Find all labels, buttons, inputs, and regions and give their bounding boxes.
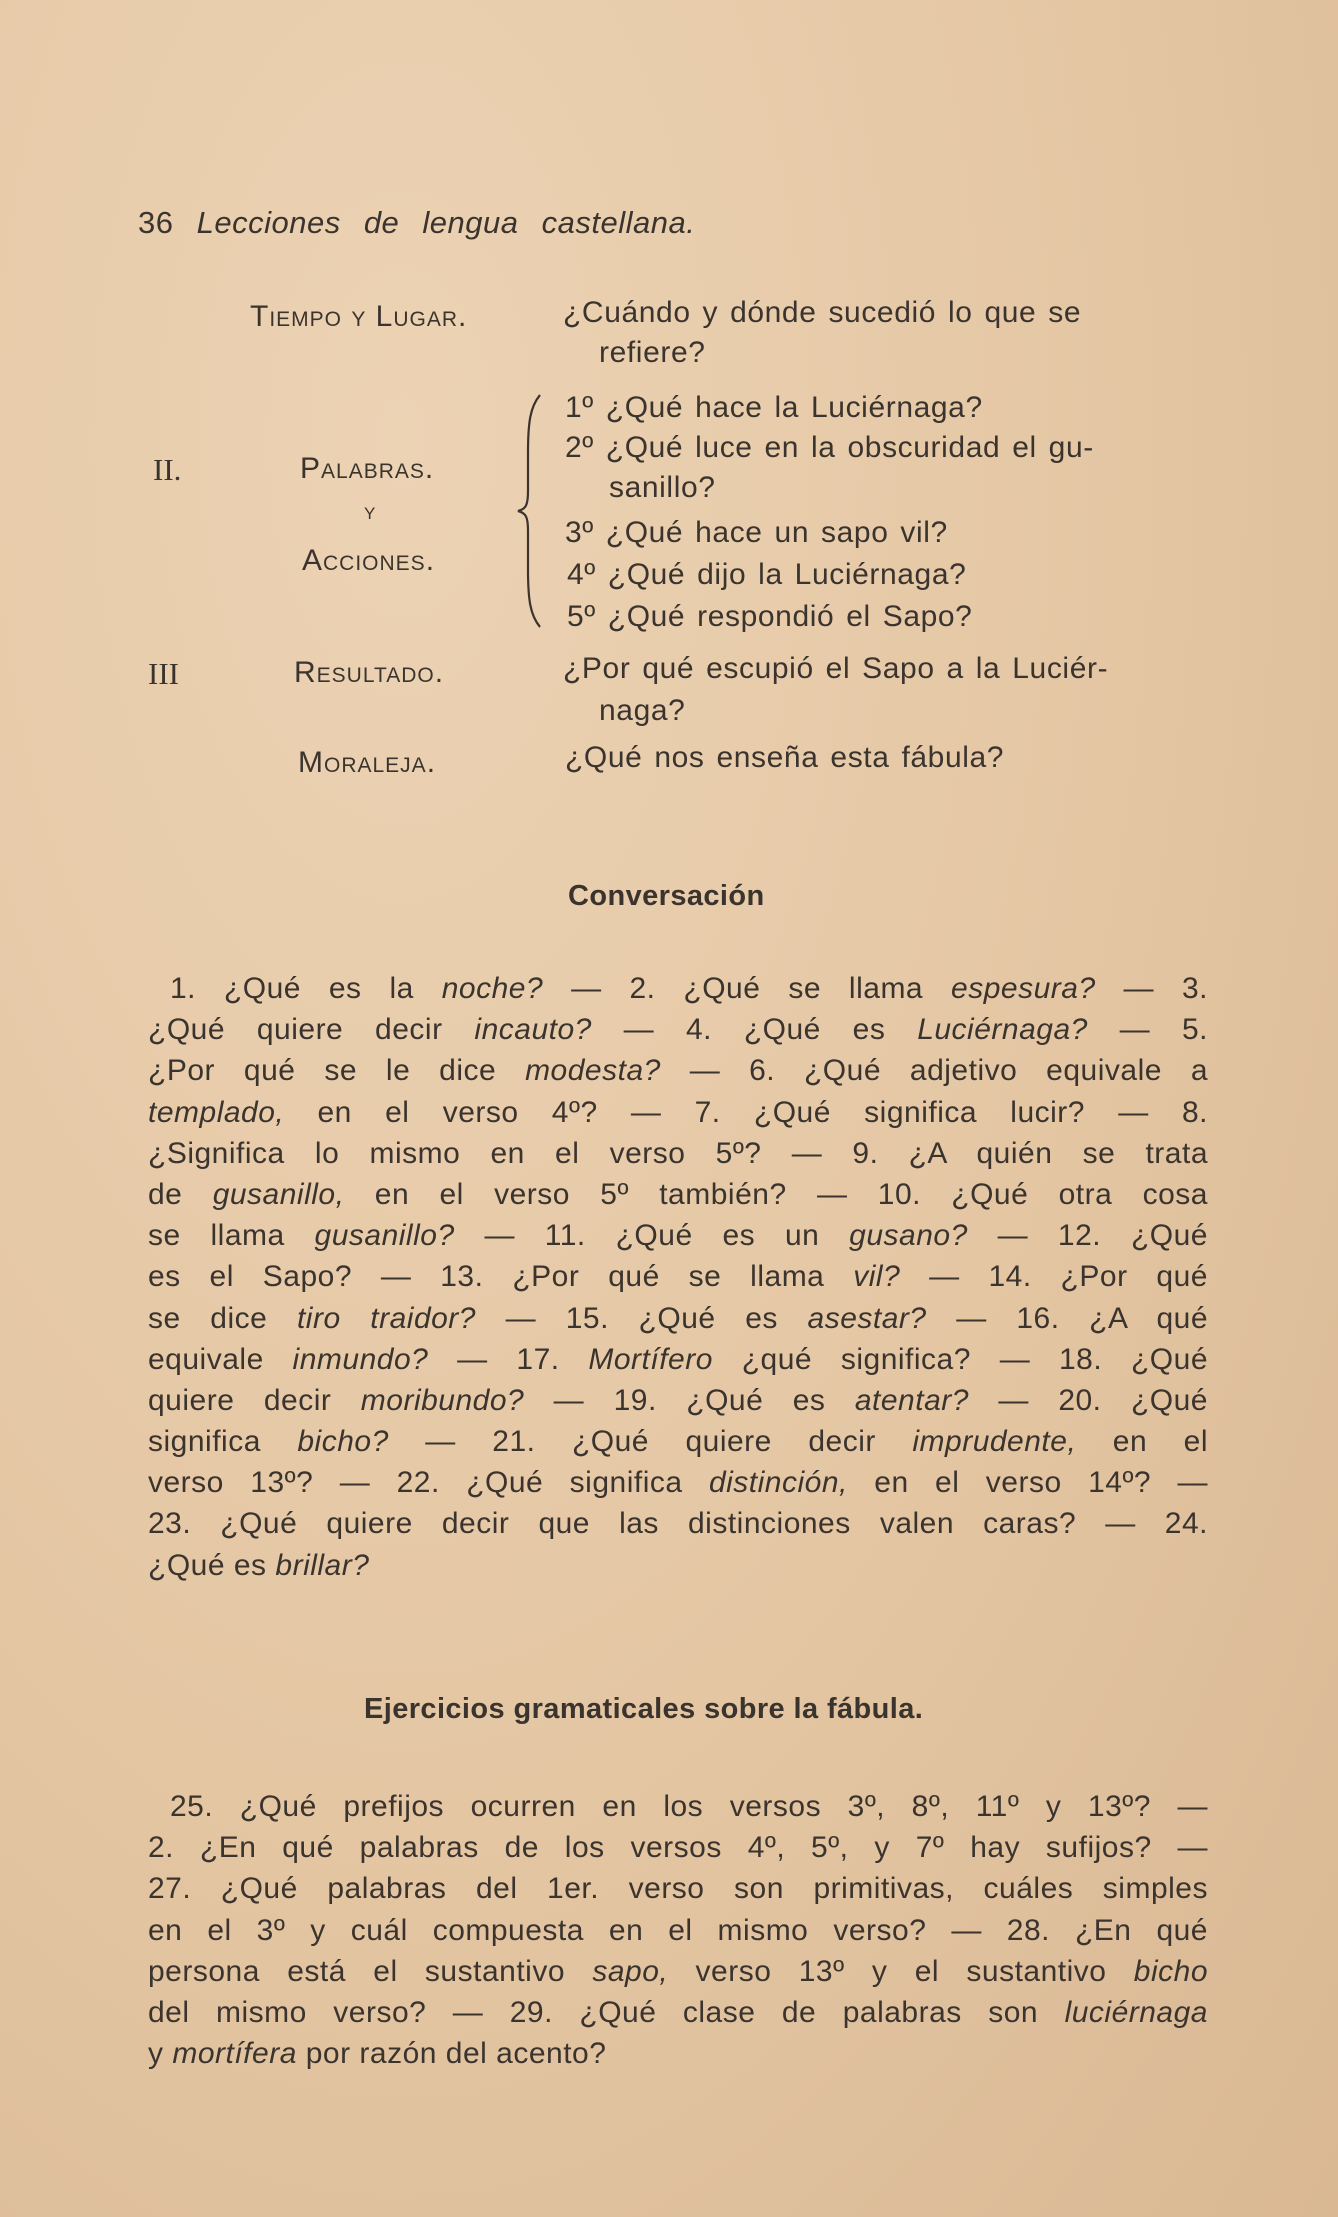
text-segment: y [148,2037,173,2071]
outline-numeral-iii: III [148,656,179,691]
outline-question-ii-4: 4º ¿Qué dijo la Luciérnaga? [567,558,967,591]
outline-question-ii-2b: sanillo? [609,471,716,504]
text-segment: significa [148,1425,298,1459]
text-segment: por razón del acento? [296,2037,607,2071]
text-segment: — 19. ¿Qué es [524,1383,855,1417]
text-segment: ¿Qué es [148,1548,276,1582]
curly-brace [512,393,548,629]
text-segment: — 2. ¿Qué se llama [543,972,952,1005]
paragraph-line [148,1827,1208,1868]
paragraph-line [148,1786,1208,1827]
text-segment: verso 13º y el sustantivo [668,1954,1134,1988]
paragraph-line [148,1298,1208,1339]
paragraph-line [148,1462,1208,1503]
text-segment: se dice [148,1301,297,1335]
paragraph-line [148,1868,1208,1909]
text-segment: ¿Significa lo mismo en el verso 5º? — 9. ¿A quién se trata [148,1136,1208,1170]
section-title-ejercicios: Ejercicios gramaticales sobre la fábula. [364,1693,924,1725]
italic-term: espesura? [951,972,1096,1005]
book-title: Lecciones de lengua castellana. [196,205,696,240]
italic-term: vil? [853,1260,901,1294]
text-segment: ¿Por qué se le dice [148,1054,526,1088]
text-segment: 27. ¿Qué palabras del 1er. verso son primitivas, cuáles simples [148,1872,1208,1906]
text-segment: ¿Qué quiere decir [148,1013,475,1047]
page-header [138,205,695,241]
outline-question-iii-1: ¿Por qué escupió el Sapo a la Luciér- [563,652,1109,685]
text-segment: se llama [148,1219,315,1253]
outline-question-ii-1: 1º ¿Qué hace la Luciérnaga? [565,391,983,424]
italic-term: noche? [441,972,544,1005]
italic-term: luciérnaga [1064,1995,1208,2029]
outline-question-iii-2: naga? [599,694,686,727]
text-segment: 1. ¿Qué es la [170,972,442,1005]
text-segment: persona está el sustantivo [148,1954,593,1988]
text-segment: en el verso 5º también? — 10. ¿Qué otra cosa [344,1177,1208,1211]
italic-term: tiro traidor? [296,1301,476,1335]
text-segment: quiere decir [148,1383,361,1417]
outline-question-ii-2: 2º ¿Qué luce en la obscuridad el gu- [565,431,1094,464]
text-segment: de [148,1177,213,1211]
italic-term: Mortífero [588,1342,713,1376]
italic-term: distinción, [708,1466,848,1500]
paragraph-line [148,1215,1208,1256]
paragraph-line [148,968,1208,1009]
paragraph-line [148,1256,1208,1297]
text-segment: — 6. ¿Qué adjetivo equivale a [660,1054,1209,1088]
italic-term: bicho [1133,1954,1208,1988]
italic-term: inmundo? [292,1342,429,1376]
outline-question-tiempo-2: refiere? [599,336,706,369]
outline-question-ii-3: 3º ¿Qué hace un sapo vil? [565,516,948,549]
outline-question-tiempo-1: ¿Cuándo y dónde sucedió lo que se [563,296,1082,329]
italic-term: atentar? [854,1383,969,1417]
text-segment: — 14. ¿Por qué [900,1260,1208,1294]
text-segment: — 12. ¿Qué [967,1219,1208,1253]
text-segment: — 11. ¿Qué es un [454,1219,850,1253]
paragraph-line [148,1910,1208,1951]
paragraph-line [148,1503,1208,1544]
ejercicios-paragraph [148,1786,1208,2074]
text-segment: en el verso 14º? — [847,1466,1208,1500]
italic-term: Luciérnaga? [917,1013,1088,1047]
text-segment: 25. ¿Qué prefijos ocurren en los versos 3º, 8º, 11º y 13º? — [170,1790,1208,1823]
italic-term: asestar? [807,1301,927,1335]
text-segment: en el [1076,1425,1208,1459]
text-segment: en el 3º y cuál compuesta en el mismo verso? — 28. ¿En qué [148,1913,1208,1947]
text-segment: — 17. [428,1342,589,1376]
italic-term: bicho? [297,1425,389,1459]
conversacion-paragraph [148,968,1208,1586]
paragraph-line [148,1421,1208,1462]
italic-term: mortífera [172,2037,297,2071]
text-segment: — 5. [1087,1013,1208,1047]
italic-term: incauto? [474,1013,592,1047]
text-segment: — 16. ¿A qué [926,1301,1209,1335]
section-title-conversacion: Conversación [568,880,765,912]
text-segment: 23. ¿Qué quiere decir que las distinciones valen caras? — 24. [148,1507,1208,1541]
paragraph-line [148,1545,1208,1586]
italic-term: gusanillo, [212,1177,345,1211]
italic-term: templado, [148,1095,285,1129]
italic-term: imprudente, [912,1425,1077,1459]
outline-question-moraleja: ¿Qué nos enseña esta fábula? [565,741,1005,774]
italic-term: sapo, [592,1954,669,1988]
italic-term: gusano? [849,1219,968,1253]
outline-label-tiempo: Tiempo y Lugar. [250,300,468,333]
outline-label-moraleja: Moraleja. [298,746,437,779]
paragraph-line [148,2033,1208,2074]
text-segment: — 15. ¿Qué es [475,1301,808,1335]
text-segment: — 21. ¿Qué quiere decir [388,1425,913,1459]
text-segment: en el verso 4º? — 7. ¿Qué significa lucir? — 8. [284,1095,1208,1129]
paragraph-line [148,1380,1208,1421]
italic-term: gusanillo? [314,1219,455,1253]
paragraph-line [148,1009,1208,1050]
text-segment: equivale [148,1342,293,1376]
italic-term: moribundo? [360,1383,525,1417]
outline-question-ii-5: 5º ¿Qué respondió el Sapo? [567,600,973,633]
page-number: 36 [138,205,174,240]
outline-label-acciones: Acciones. [302,544,436,577]
paragraph-line [148,1951,1208,1992]
italic-term: brillar? [275,1548,370,1582]
paragraph-line [148,1174,1208,1215]
text-segment: — 3. [1095,972,1208,1005]
italic-term: modesta? [525,1054,661,1088]
outline-label-palabras: Palabras. [300,452,435,485]
paragraph-line [148,1133,1208,1174]
outline-label-y: y [364,498,377,525]
text-segment: — 4. ¿Qué es [591,1013,918,1047]
paragraph-line [148,1050,1208,1091]
text-segment: del mismo verso? — 29. ¿Qué clase de palabras son [148,1995,1065,2029]
paragraph-line [148,1339,1208,1380]
text-segment: es el Sapo? — 13. ¿Por qué se llama [148,1260,854,1294]
text-segment: — 20. ¿Qué [968,1383,1208,1417]
text-segment: 2. ¿En qué palabras de los versos 4º, 5º, y 7º hay sufijos? — [148,1831,1208,1865]
outline-label-resultado: Resultado. [294,656,445,689]
outline-numeral-ii: II. [153,452,182,487]
text-segment: verso 13º? — 22. ¿Qué significa [148,1466,709,1500]
paragraph-line [148,1092,1208,1133]
paragraph-line [148,1992,1208,2033]
text-segment: ¿qué significa? — 18. ¿Qué [712,1342,1209,1376]
